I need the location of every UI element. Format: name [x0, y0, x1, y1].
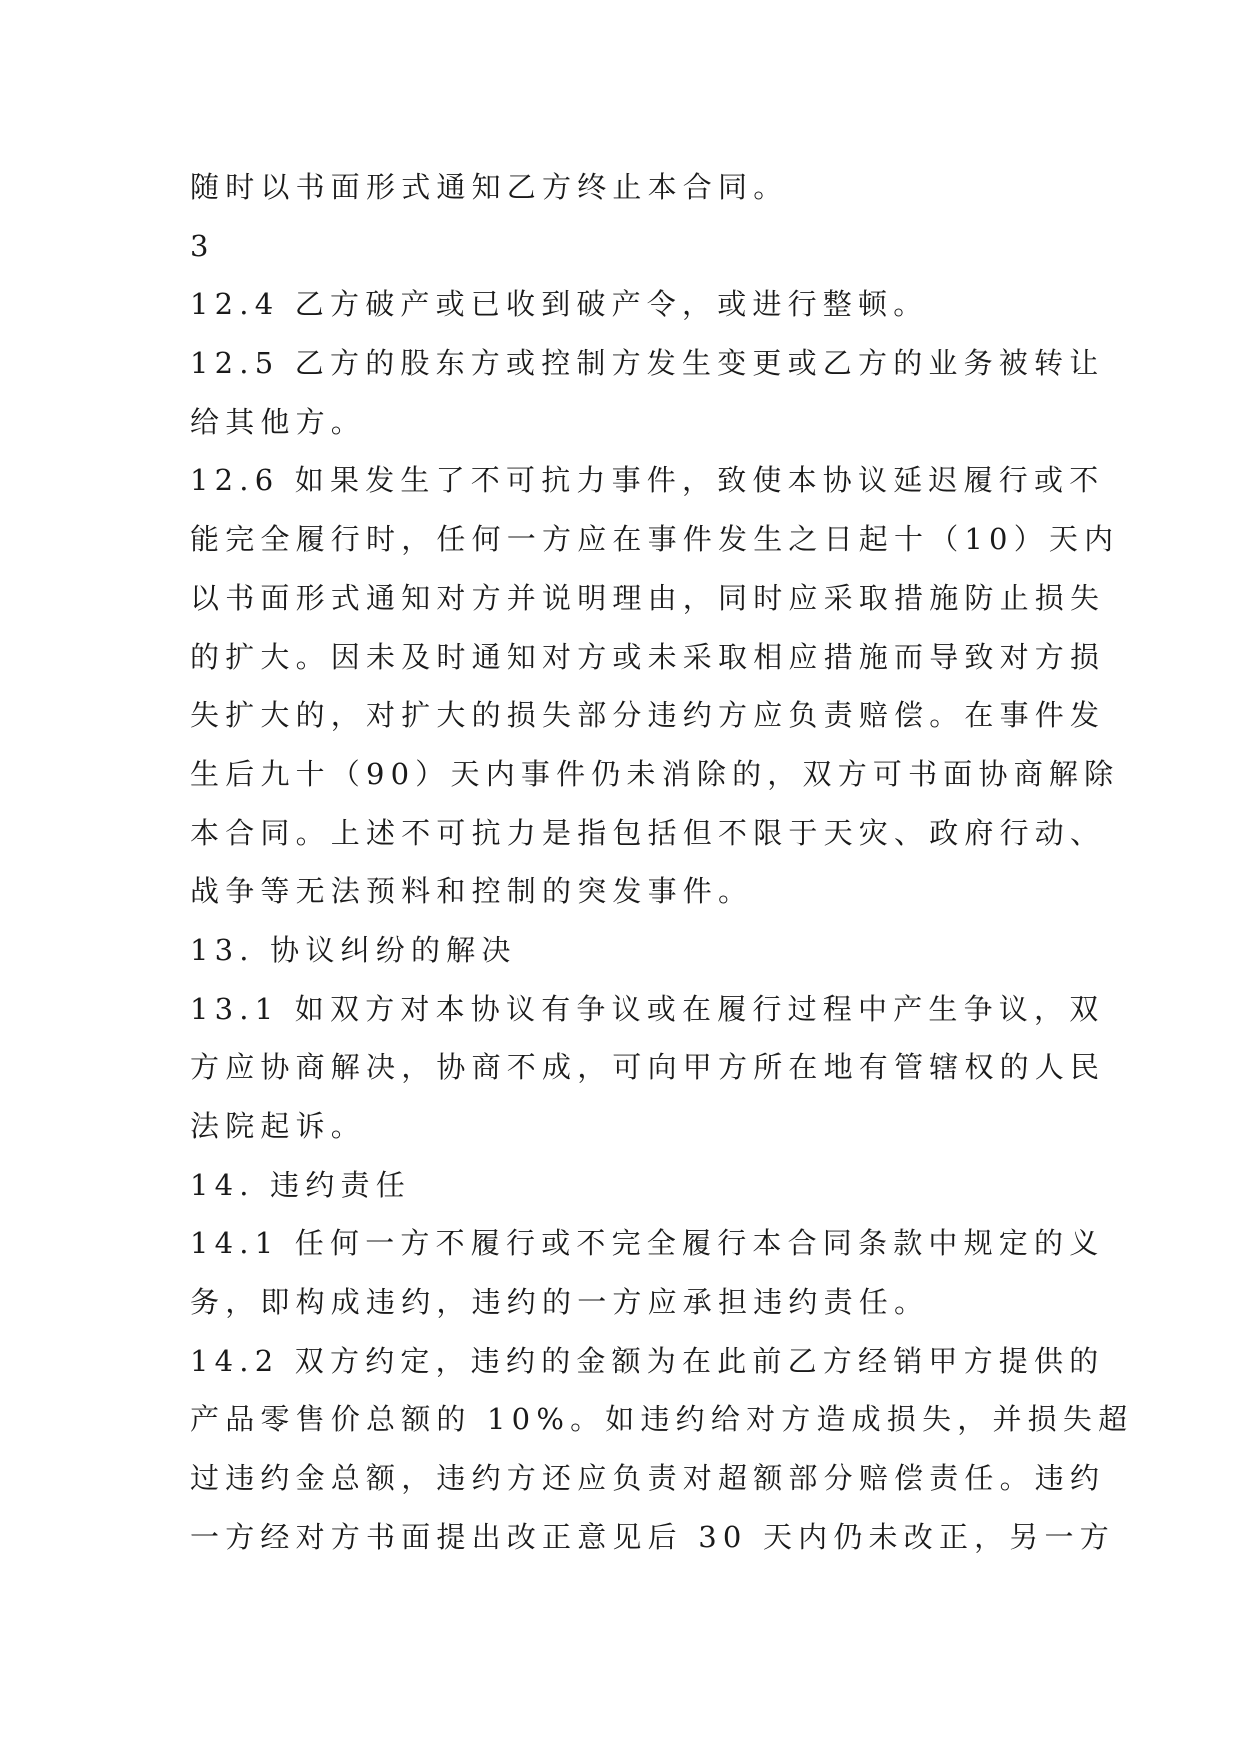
clause-13-1: 13.1 如双方对本协议有争议或在履行过程中产生争议，双: [190, 991, 1105, 1026]
text-line: 生后九十（90）天内事件仍未消除的，双方可书面协商解除: [190, 756, 1120, 791]
text-line: 战争等无法预料和控制的突发事件。: [190, 874, 754, 909]
text-line: 一方经对方书面提出改正意见后 30 天内仍未改正，另一方: [190, 1519, 1115, 1554]
text-line: 的扩大。因未及时通知对方或未采取相应措施而导致对方损: [190, 639, 1106, 674]
page-number: 3: [190, 228, 215, 263]
text-line: 方应协商解决，协商不成，可向甲方所在地有管辖权的人民: [190, 1050, 1106, 1085]
clause-14-1: 14.1 任何一方不履行或不完全履行本合同条款中规定的义: [190, 1226, 1105, 1261]
text-line: 给其他方。: [190, 404, 367, 439]
text-line: 法院起诉。: [190, 1109, 367, 1143]
text-line: 以书面形式通知对方并说明理由，同时应采取措施防止损失: [190, 580, 1106, 615]
clause-14-2: 14.2 双方约定，违约的金额为在此前乙方经销甲方提供的: [190, 1343, 1105, 1378]
text-line: 产品零售价总额的 10%。如违约给对方造成损失，并损失超: [190, 1402, 1134, 1437]
text-line: 随时以书面形式通知乙方终止本合同。: [190, 170, 789, 204]
clause-12-4: 12.4 乙方破产或已收到破产令，或进行整顿。: [190, 287, 929, 322]
document-body: [190, 158, 1134, 1567]
text-line: 失扩大的，对扩大的损失部分违约方应负责赔偿。在事件发: [190, 698, 1106, 733]
text-line: 本合同。上述不可抗力是指包括但不限于天灾、政府行动、: [190, 815, 1106, 850]
clause-12-5: 12.5 乙方的股东方或控制方发生变更或乙方的业务被转让: [190, 346, 1105, 381]
clause-12-6: 12.6 如果发生了不可抗力事件，致使本协议延迟履行或不: [190, 463, 1105, 498]
text-line: 过违约金总额，违约方还应负责对超额部分赔偿责任。违约: [190, 1461, 1106, 1496]
text-line: 务，即构成违约，违约的一方应承担违约责任。: [190, 1285, 930, 1320]
section-heading-13: 13. 协议纠纷的解决: [190, 932, 517, 967]
text-line: 能完全履行时，任何一方应在事件发生之日起十（10）天内: [190, 522, 1120, 557]
section-heading-14: 14. 违约责任: [190, 1167, 411, 1202]
